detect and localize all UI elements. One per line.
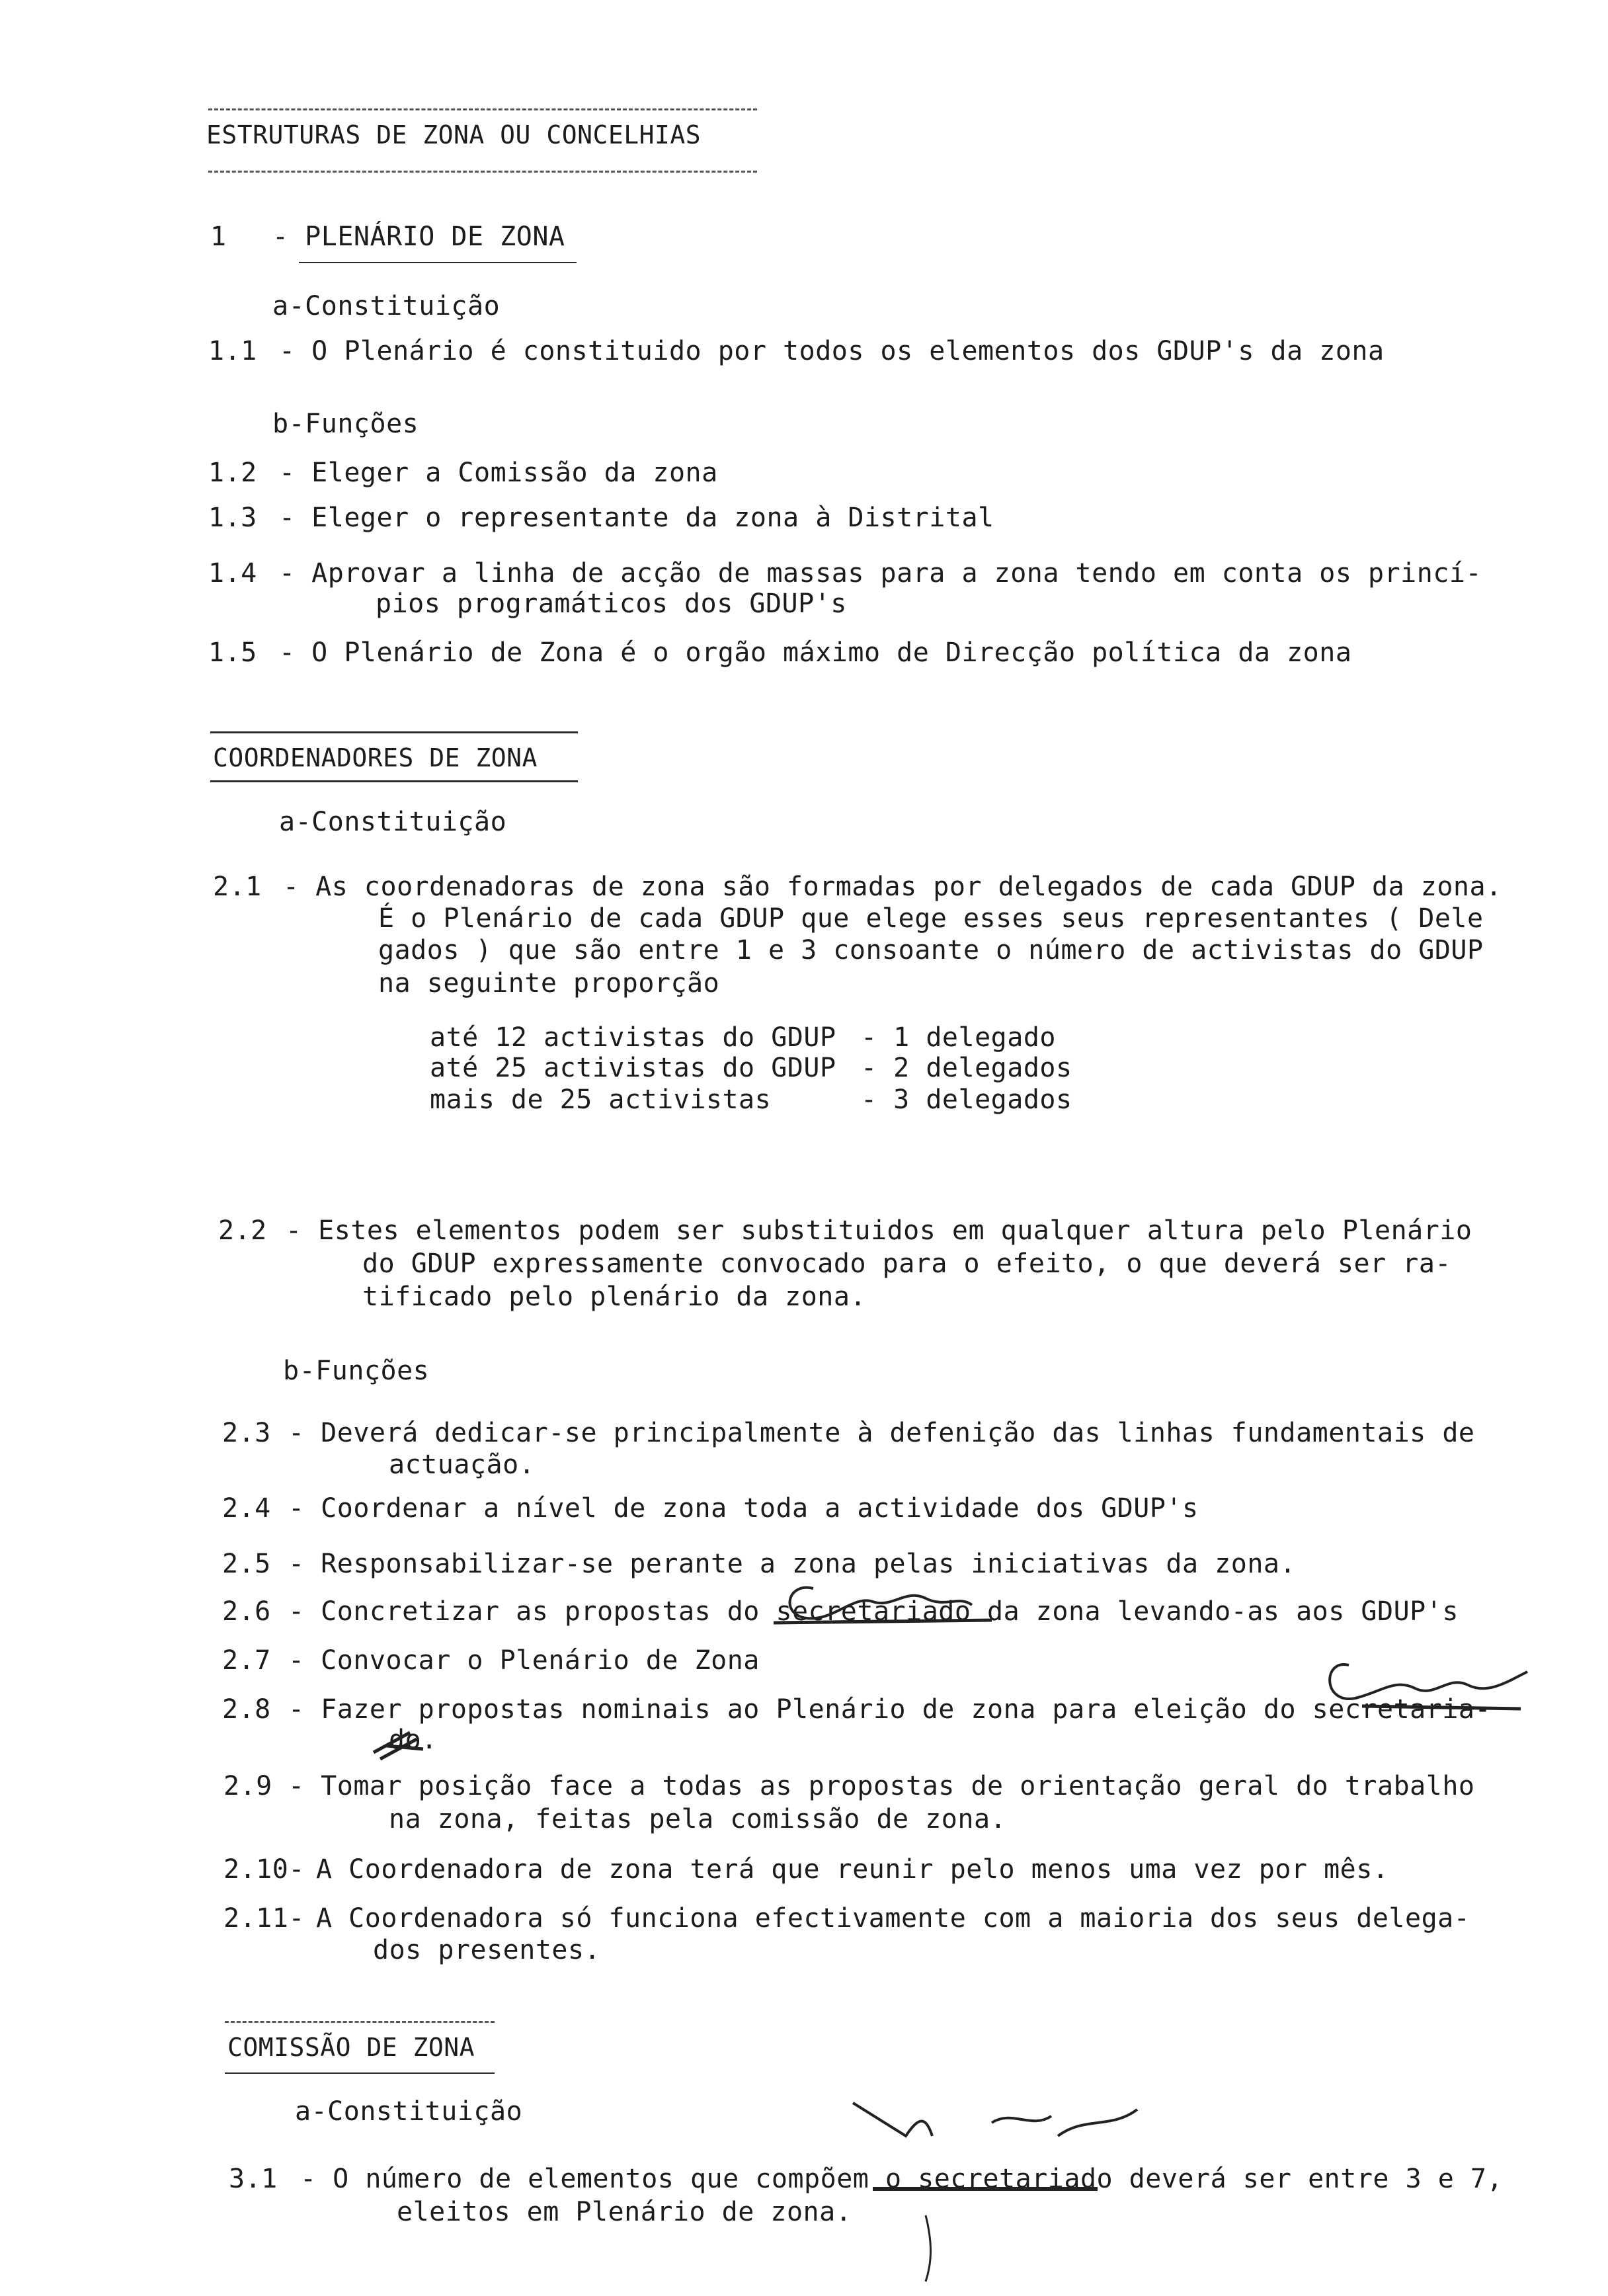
document-title: ESTRUTURAS DE ZONA OU CONCELHIAS [206, 120, 702, 149]
section2-heading: COORDENADORES DE ZONA [213, 743, 538, 772]
item-text: - Estes elementos podem ser substituidos em qualquer altura pelo Plenário [286, 1215, 1472, 1246]
item-text: - Eleger o representante da zona à Distrital [279, 503, 994, 533]
item-number: 2.2 [218, 1215, 267, 1246]
section1-constituicao-label: a-Constituição [272, 291, 501, 321]
item-text: - Responsabilizar-se perante a zona pelas iniciativas da zona. [288, 1549, 1297, 1579]
section3-heading: COMISSÃO DE ZONA [227, 2033, 475, 2062]
item-number: 1.3 [208, 503, 257, 533]
proportion-label: até 12 activistas do GDUP [430, 1022, 836, 1053]
item-text-continuation: dos presentes. [373, 1935, 601, 1965]
section3-top-rule [225, 2021, 495, 2023]
section2-bottom-rule [210, 780, 578, 782]
item-text: - O Plenário de Zona é o orgão máximo de Direcção política da zona [279, 637, 1352, 668]
item-text: - Fazer propostas nominais ao Plenário de zona para eleição do secretaria- [288, 1694, 1492, 1725]
item-text: - O Plenário é constituido por todos os elementos dos GDUP's da zona [279, 336, 1385, 366]
item-text-continuation: na zona, feitas pela comissão de zona. [389, 1804, 1007, 1834]
item-number: 2.1 [213, 872, 262, 902]
item-number: 2.4 [222, 1493, 271, 1524]
section2-funcoes-label: b-Funções [283, 1356, 430, 1386]
proportion-value: - 2 delegados [861, 1053, 1072, 1083]
item-text-continuation: tificado pelo plenário da zona. [362, 1282, 867, 1312]
item-text: - Concretizar as propostas do secretariado da zona levando-as aos GDUP's [288, 1596, 1459, 1627]
item-number: 2.7 [222, 1645, 271, 1676]
handwritten-correction-2-8 [1322, 1645, 1541, 1725]
item-text-continuation: actuação. [389, 1450, 536, 1480]
section1-heading: - PLENÁRIO DE ZONA [272, 222, 565, 252]
item-text: - O número de elementos que compõem o secretariado deverá ser entre 3 e 7, [300, 2164, 1504, 2194]
item-text: - Eleger a Comissão da zona [279, 458, 718, 488]
item-text-continuation: pios programáticos dos GDUP's [376, 589, 847, 619]
item-number: 2.5 [222, 1549, 271, 1579]
item-text: - As coordenadoras de zona são formadas por delegados de cada GDUP da zona. [283, 872, 1502, 902]
item-text-continuation: É o Plenário de cada GDUP que elege esses seus representantes ( Dele [378, 903, 1484, 934]
item-text: - Deverá dedicar-se principalmente à defenição das linhas fundamentais de [288, 1418, 1475, 1448]
item-number: 2.6 [222, 1596, 271, 1627]
item-text-continuation: do. [389, 1725, 438, 1755]
item-number: 1.5 [208, 637, 257, 668]
section2-constituicao-label: a-Constituição [279, 807, 507, 837]
section1-number: 1 [210, 222, 227, 252]
title-top-rule [208, 108, 757, 110]
section1-funcoes-label: b-Funções [272, 409, 419, 439]
proportion-label: mais de 25 activistas [430, 1085, 772, 1115]
item-number: 2.3 [222, 1418, 271, 1448]
item-text: - Tomar posição face a todas as propostas de orientação geral do trabalho [288, 1771, 1475, 1801]
handwritten-correction-2-6 [774, 1569, 998, 1635]
item-number: 2.8 [222, 1694, 271, 1725]
item-text-continuation: do GDUP expressamente convocado para o efeito, o que deverá ser ra- [362, 1249, 1451, 1279]
item-number: 2.9 [223, 1771, 272, 1801]
item-number: 2.10- [223, 1854, 305, 1885]
proportion-value: - 3 delegados [861, 1085, 1072, 1115]
section3-bottom-rule [225, 2072, 495, 2074]
item-number: 1.1 [208, 336, 257, 366]
item-text: - Coordenar a nível de zona toda a actividade dos GDUP's [288, 1493, 1199, 1524]
item-number: 1.2 [208, 458, 257, 488]
handwritten-correction-2-8-line2 [370, 1726, 430, 1766]
item-text: A Coordenadora de zona terá que reunir pelo menos uma vez por mês. [316, 1854, 1389, 1885]
item-text-continuation: na seguinte proporção [378, 968, 720, 999]
item-number: 2.11- [223, 1903, 305, 1934]
section3-constituicao-label: a-Constituição [295, 2096, 523, 2127]
section1-heading-underline [299, 262, 577, 263]
item-text-continuation: gados ) que são entre 1 e 3 consoante o número de activistas do GDUP [378, 935, 1484, 965]
handwritten-correction-3-1 [833, 2090, 1190, 2288]
item-text: - Convocar o Plenário de Zona [288, 1645, 760, 1676]
item-text: - Aprovar a linha de acção de massas para a zona tendo em conta os princí- [279, 558, 1482, 589]
proportion-value: - 1 delegado [861, 1022, 1056, 1053]
item-text-continuation: eleitos em Plenário de zona. [397, 2197, 852, 2227]
title-bottom-rule [208, 171, 757, 173]
item-text: A Coordenadora só funciona efectivamente com a maioria dos seus delega- [316, 1903, 1470, 1934]
item-number: 1.4 [208, 558, 257, 589]
proportion-label: até 25 activistas do GDUP [430, 1053, 836, 1083]
section2-top-rule [210, 731, 578, 733]
item-number: 3.1 [229, 2164, 278, 2194]
